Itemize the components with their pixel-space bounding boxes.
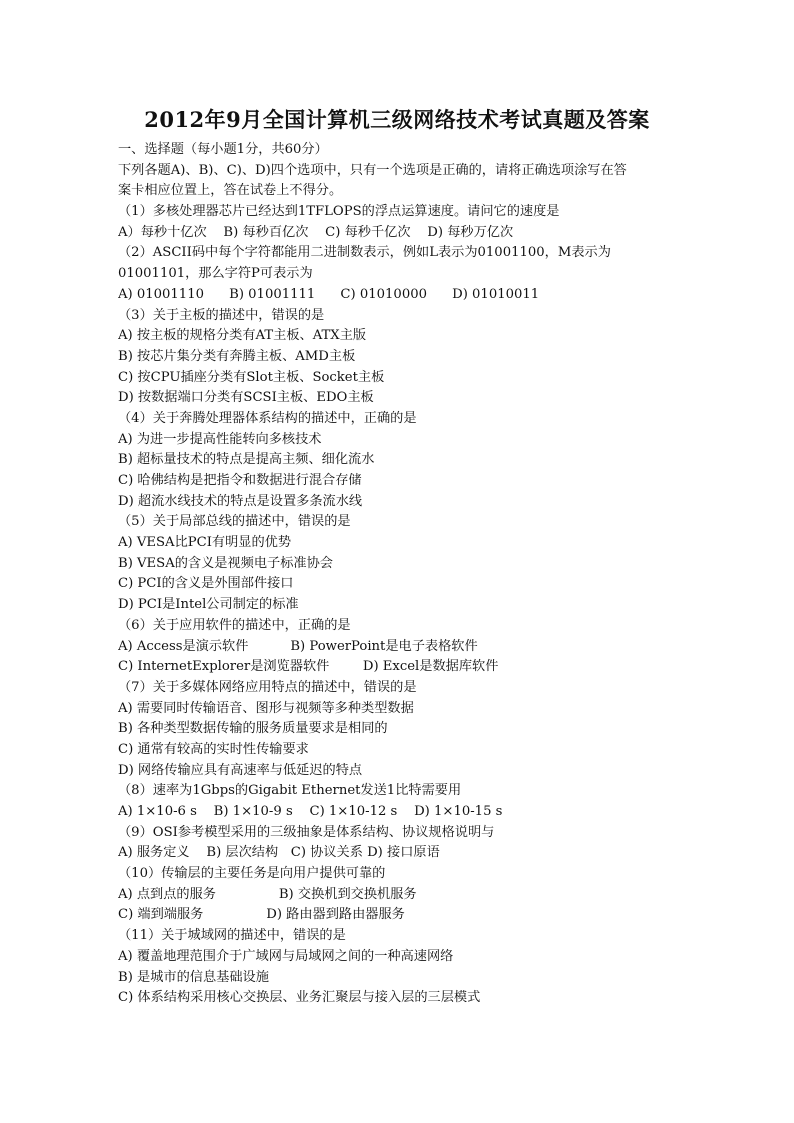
- text-line: C) 端到端服务 D) 路由器到路由器服务: [118, 907, 405, 923]
- text-line: C) InternetExplorer是浏览器软件 D) Excel是数据库软件: [118, 659, 499, 675]
- text-line: （7）关于多媒体网络应用特点的描述中，错误的是: [118, 679, 417, 695]
- text-line: A) 1×10-6 s B) 1×10-9 s C) 1×10-12 s D) 1×10-15 s: [118, 804, 503, 819]
- text-line: 01001101，那么字符P可表示为: [118, 266, 313, 282]
- text-line: C) 体系结构采用核心交换层、业务汇聚层与接入层的三层模式: [118, 990, 481, 1006]
- text-line: B) 超标量技术的特点是提高主频、细化流水: [118, 452, 375, 468]
- text-line: C) 哈佛结构是把指令和数据进行混合存储: [118, 473, 362, 488]
- text-line: 案卡相应位置上，答在试卷上不得分。: [118, 183, 343, 199]
- text-line: D) 超流水线技术的特点是设置多条流水线: [118, 493, 363, 509]
- text-line: （6）关于应用软件的描述中，正确的是: [118, 617, 351, 633]
- text-line: B) 按芯片集分类有奔腾主板、AMD主板: [118, 348, 356, 364]
- text-line: C) 通常有较高的实时性传输要求: [118, 741, 309, 757]
- text-line: （2）ASCII码中每个字符都能用二进制数表示，例如L表示为01001100，M表示为: [118, 245, 611, 261]
- text-line: （11）关于城域网的描述中，错误的是: [118, 928, 346, 944]
- text-line: A）每秒十亿次 B) 每秒百亿次 C) 每秒千亿次 D) 每秒万亿次: [118, 224, 514, 240]
- text-line: （3）关于主板的描述中，错误的是: [118, 307, 325, 323]
- text-line: A) 按主板的规格分类有AT主板、ATX主版: [118, 328, 367, 344]
- text-line: A) 点到点的服务 B) 交换机到交换机服务: [118, 886, 417, 902]
- text-line: （9）OSI参考模型采用的三级抽象是体系结构、协议规格说明与: [118, 824, 495, 840]
- text-line: A) 覆盖地理范围介于广域网与局域网之间的一种高速网络: [118, 948, 454, 964]
- text-line: 一、选择题（每小题1分，共60分）: [118, 142, 328, 157]
- text-line: A) VESA比PCI有明显的优势: [118, 535, 292, 551]
- document-title: 2012年9月全国计算机三级网络技术考试真题及答案: [144, 107, 650, 132]
- text-line: C) 按CPU插座分类有Slot主板、Socket主板: [118, 369, 385, 385]
- text-line: D) 网络传输应具有高速率与低延迟的特点: [118, 762, 363, 778]
- text-line: A) 01001110 B) 01001111 C) 01010000 D) 01010011: [118, 286, 540, 302]
- text-line: （8）速率为1Gbps的Gigabit Ethernet发送1比特需要用: [118, 783, 462, 799]
- text-line: （4）关于奔腾处理器体系结构的描述中，正确的是: [118, 410, 417, 426]
- document-body: [118, 140, 678, 1009]
- text-line: A) 需要同时传输语音、图形与视频等多种类型数据: [118, 700, 414, 716]
- text-line: A) Access是演示软件 B) PowerPoint是电子表格软件: [118, 638, 478, 654]
- text-line: D) PCI是Intel公司制定的标准: [118, 597, 299, 613]
- text-line: （10）传输层的主要任务是向用户提供可靠的: [118, 866, 386, 882]
- text-line: A) 服务定义 B) 层次结构 C) 协议关系 D) 接口原语: [118, 845, 440, 861]
- text-line: （1）多核处理器芯片已经达到1TFLOPS的浮点运算速度。请问它的速度是: [118, 204, 560, 220]
- text-line: （5）关于局部总线的描述中，错误的是: [118, 514, 351, 530]
- text-line: B) VESA的含义是视频电子标准协会: [118, 555, 333, 571]
- text-line: B) 是城市的信息基础设施: [118, 969, 269, 985]
- text-line: C) PCI的含义是外围部件接口: [118, 576, 294, 592]
- text-line: A) 为进一步提高性能转向多核技术: [118, 431, 322, 447]
- text-line: B) 各种类型数据传输的服务质量要求是相同的: [118, 721, 388, 737]
- text-line: D) 按数据端口分类有SCSI主板、EDO主板: [118, 390, 374, 406]
- text-line: 下列各题A)、B)、C)、D)四个选项中，只有一个选项是正确的，请将正确选项涂写在答: [118, 162, 627, 178]
